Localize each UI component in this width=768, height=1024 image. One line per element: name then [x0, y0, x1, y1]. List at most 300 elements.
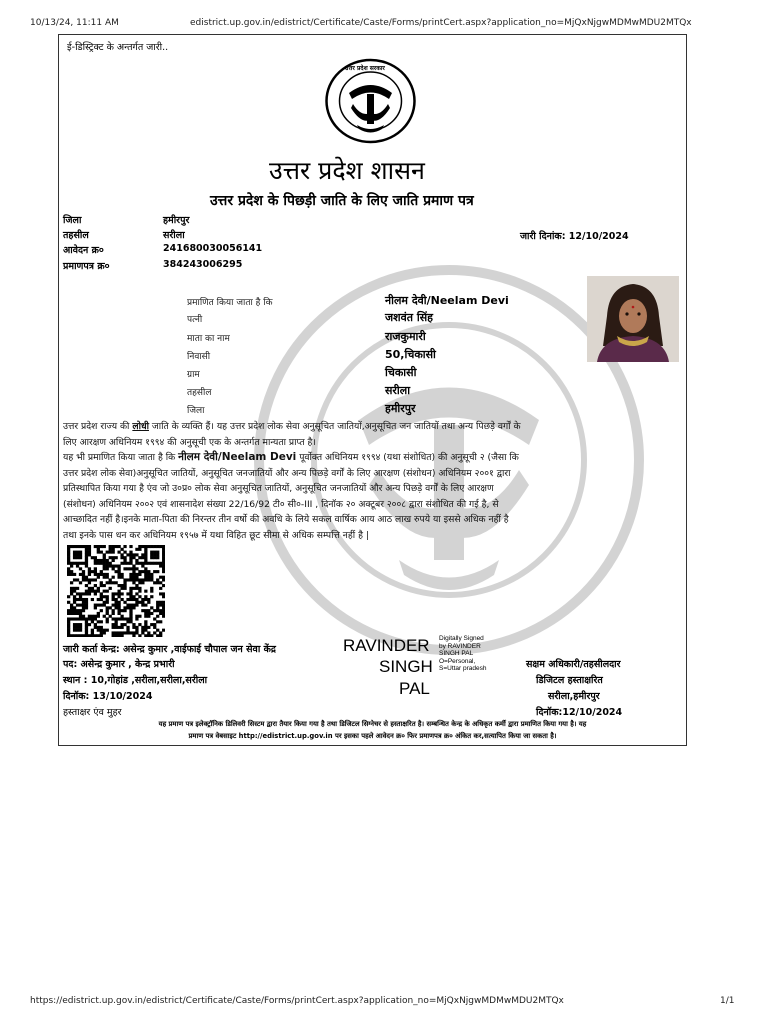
qr-module [85, 623, 88, 626]
qr-module [129, 567, 132, 570]
qr-module [103, 545, 106, 548]
qr-module [120, 634, 123, 637]
qr-module [144, 553, 147, 556]
qr-module [117, 584, 120, 587]
qr-module [144, 604, 147, 607]
qr-module [138, 587, 141, 590]
certificate-page [58, 34, 687, 746]
qr-module [144, 573, 147, 576]
qr-module [153, 551, 156, 554]
qr-module [135, 592, 138, 595]
qr-module [88, 545, 91, 548]
qr-module [141, 556, 144, 559]
qr-module [150, 556, 153, 559]
qr-module [88, 587, 91, 590]
qr-module [126, 626, 129, 629]
qr-module [144, 559, 147, 562]
qr-module [162, 612, 165, 615]
qr-module [106, 612, 109, 615]
qr-module [159, 562, 162, 565]
ds-line: O=Personal, [439, 657, 476, 665]
qr-module [132, 556, 135, 559]
qr-module [141, 626, 144, 629]
ds-line: SINGH PAL [439, 650, 474, 658]
qr-module [73, 606, 76, 609]
qr-module [97, 598, 100, 601]
qr-module [106, 559, 109, 562]
qr-module [156, 581, 159, 584]
qr-module [144, 615, 147, 618]
qr-module [70, 590, 73, 593]
qr-module [138, 578, 141, 581]
qr-module [144, 562, 147, 565]
footer-line2: प्रमाण पत्र वेबसाइट http://edistrict.up.gov.in पर इसका पहले आवेदन क्र० फिर प्रमाणपत्र क्र० अंकित कर,सत्यापित किया जा सकता है। [188, 731, 557, 740]
qr-module [70, 592, 73, 595]
qr-module [67, 559, 70, 562]
qr-module [162, 615, 165, 618]
qr-module [85, 606, 88, 609]
para1-line2: लिए आरक्षण अधिनियम १९९४ की अनुसूची एक के अन्तर्गत मान्यता प्राप्त है। [63, 436, 316, 448]
qr-module [88, 578, 91, 581]
qr-module [115, 631, 118, 634]
qr-module [106, 562, 109, 565]
qr-module [82, 617, 85, 620]
qr-module [126, 567, 129, 570]
certificate-number-label: प्रमाणपत्र क्र० [63, 261, 110, 272]
qr-module [115, 601, 118, 604]
para2-text-start: यह भी प्रमाणित किया जाता है कि [63, 452, 179, 463]
qr-module [109, 606, 112, 609]
qr-module [123, 556, 126, 559]
qr-module [79, 623, 82, 626]
qr-module [156, 553, 159, 556]
qr-module [70, 581, 73, 584]
qr-module [117, 631, 120, 634]
qr-module [67, 595, 70, 598]
qr-module [85, 545, 88, 548]
qr-module [115, 604, 118, 607]
qr-module [106, 551, 109, 554]
qr-module [129, 612, 132, 615]
qr-module [129, 631, 132, 634]
qr-module [132, 565, 135, 568]
qr-module [112, 592, 115, 595]
qr-module [94, 592, 97, 595]
qr-module [162, 565, 165, 568]
qr-module [147, 598, 150, 601]
print-url-footer: https://edistrict.up.gov.in/edistrict/Certificate/Caste/Forms/printCert.aspx?application_no=MjQxNjgwMDMwMDU2MTQx [30, 996, 564, 1006]
qr-module [88, 551, 91, 554]
qr-module [85, 548, 88, 551]
qr-module [144, 612, 147, 615]
qr-module [115, 606, 118, 609]
qr-module [141, 598, 144, 601]
qr-module [123, 584, 126, 587]
qr-module [103, 629, 106, 632]
qr-module [85, 559, 88, 562]
qr-module [123, 578, 126, 581]
qr-module [156, 606, 159, 609]
qr-module [141, 553, 144, 556]
qr-module [129, 562, 132, 565]
qr-module [117, 590, 120, 593]
qr-module [100, 570, 103, 573]
qr-module [162, 570, 165, 573]
qr-module [100, 592, 103, 595]
qr-module [156, 609, 159, 612]
qr-module [129, 598, 132, 601]
qr-module [129, 604, 132, 607]
qr-module [88, 617, 91, 620]
qr-module [117, 573, 120, 576]
qr-module [129, 592, 132, 595]
para2-holder-name: नीलम देवी/Neelam Devi [178, 451, 297, 463]
qr-module [147, 573, 150, 576]
qr-module [123, 551, 126, 554]
qr-module [144, 567, 147, 570]
tehsil-value: सरीला [163, 230, 185, 241]
qr-module [138, 595, 141, 598]
qr-module [120, 587, 123, 590]
qr-module [115, 623, 118, 626]
application-number-value: 241680030056141 [163, 243, 263, 254]
qr-module [94, 626, 97, 629]
ds-line: Digitally Signed [439, 635, 484, 642]
qr-module [103, 584, 106, 587]
qr-module [109, 548, 112, 551]
qr-module [97, 626, 100, 629]
qr-module [132, 623, 135, 626]
qr-module [76, 623, 79, 626]
qr-module [150, 587, 153, 590]
qr-module [144, 570, 147, 573]
qr-module [112, 609, 115, 612]
qr-module [129, 545, 132, 548]
qr-module [135, 617, 138, 620]
qr-module [94, 562, 97, 565]
qr-module [147, 612, 150, 615]
qr-module [129, 617, 132, 620]
mother-name: राजकुमारी [385, 330, 426, 343]
qr-module [129, 595, 132, 598]
qr-module [132, 570, 135, 573]
para2-line: तथा इनके पास धन कर अधिनियम १९५७ में यथा विहित छूट सीमा से अधिक सम्पत्ति नहीं है | [63, 529, 369, 541]
qr-module [159, 576, 162, 579]
qr-module [159, 604, 162, 607]
qr-module [85, 617, 88, 620]
qr-module [82, 562, 85, 565]
qr-module [76, 562, 79, 565]
qr-module [129, 576, 132, 579]
qr-module [132, 604, 135, 607]
qr-module [103, 590, 106, 593]
qr-module [79, 551, 82, 554]
qr-module [76, 617, 79, 620]
qr-module [106, 609, 109, 612]
qr-module [159, 592, 162, 595]
qr-module [135, 587, 138, 590]
qr-module [162, 576, 165, 579]
qr-module [94, 617, 97, 620]
person-tehsil-label: तहसील [187, 388, 212, 398]
qr-module [85, 626, 88, 629]
qr-module [97, 615, 100, 618]
qr-module [76, 556, 79, 559]
qr-module [88, 634, 91, 637]
qr-module [76, 587, 79, 590]
qr-module [115, 617, 118, 620]
qr-module [109, 615, 112, 618]
qr-module [162, 567, 165, 570]
qr-module [100, 620, 103, 623]
qr-module [85, 601, 88, 604]
qr-module [135, 578, 138, 581]
certification-paragraph [63, 450, 679, 543]
qr-module [135, 601, 138, 604]
qr-module [123, 609, 126, 612]
qr-module [156, 629, 159, 632]
qr-module [103, 553, 106, 556]
qr-module [106, 601, 109, 604]
qr-module [112, 581, 115, 584]
qr-module [97, 562, 100, 565]
qr-module [162, 562, 165, 565]
qr-module [144, 634, 147, 637]
qr-module [162, 553, 165, 556]
qr-module [120, 631, 123, 634]
qr-module [156, 615, 159, 618]
qr-module [79, 562, 82, 565]
qr-module [150, 612, 153, 615]
qr-module [82, 545, 85, 548]
qr-module [79, 581, 82, 584]
qr-module [159, 631, 162, 634]
qr-module [147, 601, 150, 604]
qr-module [126, 631, 129, 634]
qr-module [100, 598, 103, 601]
qr-module [135, 604, 138, 607]
qr-module [97, 590, 100, 593]
qr-module [109, 565, 112, 568]
para1-text-end: जाति के व्यक्ति हैं। यह उत्तर प्रदेश लोक सेवा अनुसूचित जातियों,अनुसूचित जन जातियों तथा अन्य पिछड़े वर्गों के [148, 421, 521, 432]
qr-module [120, 553, 123, 556]
qr-module [141, 581, 144, 584]
qr-module [97, 612, 100, 615]
qr-module [159, 620, 162, 623]
qr-module [120, 592, 123, 595]
qr-module [91, 620, 94, 623]
qr-module [129, 620, 132, 623]
qr-code [67, 545, 165, 637]
qr-module [91, 629, 94, 632]
para2-line: उत्तर प्रदेश लोक सेवा)अनुसूचित जातियों, अनुसूचित जनजातियों और अन्य पिछड़े वर्गों के लिए आरक्षण (संशोधन) अधिनियम २००१ द्वारा [63, 467, 511, 479]
qr-module [117, 565, 120, 568]
qr-module [91, 587, 94, 590]
qr-module [138, 556, 141, 559]
qr-module [79, 556, 82, 559]
qr-module [162, 592, 165, 595]
qr-module [129, 553, 132, 556]
qr-module [79, 634, 82, 637]
qr-module [129, 556, 132, 559]
qr-module [147, 545, 150, 548]
qr-module [120, 615, 123, 618]
qr-module [138, 601, 141, 604]
qr-module [70, 617, 73, 620]
qr-module [73, 556, 76, 559]
qr-module [100, 634, 103, 637]
qr-module [79, 609, 82, 612]
qr-module [153, 553, 156, 556]
qr-module [94, 573, 97, 576]
qr-module [85, 553, 88, 556]
qr-module [120, 573, 123, 576]
qr-module [120, 626, 123, 629]
qr-module [67, 626, 70, 629]
qr-module [82, 598, 85, 601]
qr-module [67, 629, 70, 632]
qr-module [129, 559, 132, 562]
qr-module [120, 609, 123, 612]
qr-module [162, 601, 165, 604]
qr-module [112, 617, 115, 620]
qr-module [103, 604, 106, 607]
qr-module [117, 634, 120, 637]
qr-module [144, 629, 147, 632]
spouse-name: जशवंत सिंह [385, 311, 433, 324]
qr-module [73, 578, 76, 581]
qr-module [67, 545, 70, 548]
qr-module [126, 617, 129, 620]
qr-module [159, 545, 162, 548]
qr-module [73, 587, 76, 590]
qr-module [117, 570, 120, 573]
qr-module [135, 559, 138, 562]
qr-module [156, 562, 159, 565]
qr-module [70, 562, 73, 565]
qr-module [150, 562, 153, 565]
qr-module [120, 562, 123, 565]
qr-module [82, 578, 85, 581]
qr-module [112, 556, 115, 559]
qr-module [91, 617, 94, 620]
qr-module [147, 626, 150, 629]
qr-module [73, 551, 76, 554]
qr-module [144, 551, 147, 554]
qr-module [79, 567, 82, 570]
qr-module [144, 626, 147, 629]
qr-module [91, 578, 94, 581]
qr-module [123, 562, 126, 565]
qr-module [82, 601, 85, 604]
qr-module [159, 612, 162, 615]
qr-module [94, 545, 97, 548]
qr-module [79, 617, 82, 620]
qr-module [100, 604, 103, 607]
qr-module [138, 581, 141, 584]
spouse-label: पत्नी [187, 315, 203, 325]
qr-module [106, 581, 109, 584]
qr-module [144, 609, 147, 612]
qr-module [126, 629, 129, 632]
qr-module [135, 631, 138, 634]
qr-module [123, 623, 126, 626]
qr-module [159, 601, 162, 604]
qr-module [73, 590, 76, 593]
qr-module [150, 590, 153, 593]
qr-module [73, 562, 76, 565]
qr-module [162, 559, 165, 562]
qr-module [70, 612, 73, 615]
qr-module [138, 570, 141, 573]
qr-module [135, 615, 138, 618]
qr-module [144, 556, 147, 559]
qr-module [115, 626, 118, 629]
qr-module [123, 631, 126, 634]
qr-module [162, 545, 165, 548]
qr-module [126, 606, 129, 609]
qr-module [91, 615, 94, 618]
qr-module [141, 562, 144, 565]
qr-module [85, 584, 88, 587]
qr-module [117, 567, 120, 570]
qr-module [85, 604, 88, 607]
qr-module [156, 604, 159, 607]
qr-module [132, 576, 135, 579]
qr-module [100, 609, 103, 612]
qr-module [117, 595, 120, 598]
qr-module [112, 634, 115, 637]
qr-module [85, 576, 88, 579]
para2-line: प्रतिस्थापित किया गया है एंव जो उ०प्र० लोक सेवा अनुसूचित जातियों, अनुसूचित जनजातियों और अन्य पिछड़े वर्गों के लिए आरक्षण [63, 483, 494, 494]
qr-module [112, 548, 115, 551]
qr-module [79, 604, 82, 607]
qr-module [100, 545, 103, 548]
qr-module [97, 548, 100, 551]
qr-module [88, 592, 91, 595]
qr-module [156, 545, 159, 548]
qr-module [91, 631, 94, 634]
qr-module [88, 553, 91, 556]
qr-module [79, 573, 82, 576]
qr-module [94, 623, 97, 626]
qr-module [126, 598, 129, 601]
qr-module [85, 590, 88, 593]
qr-module [85, 556, 88, 559]
qr-module [97, 545, 100, 548]
district-value: हमीरपुर [163, 215, 190, 226]
print-url-header: edistrict.up.gov.in/edistrict/Certificate/Caste/Forms/printCert.aspx?application_no=MjQxNjgwMDMwMDU2MTQx [190, 18, 692, 28]
qr-module [67, 570, 70, 573]
qr-module [106, 565, 109, 568]
qr-module [85, 634, 88, 637]
qr-module [73, 612, 76, 615]
qr-module [141, 609, 144, 612]
qr-module [109, 551, 112, 554]
district-label: जिला [63, 215, 82, 226]
qr-module [67, 620, 70, 623]
holder-name: नीलम देवी/Neelam Devi [385, 294, 509, 307]
qr-module [103, 601, 106, 604]
qr-module [76, 551, 79, 554]
issue-date: जारी दिनांक: 12/10/2024 [520, 231, 629, 242]
qr-module [94, 559, 97, 562]
qr-module [73, 617, 76, 620]
qr-module [135, 567, 138, 570]
qr-module [67, 631, 70, 634]
caste-paragraph [63, 419, 679, 450]
qr-module [156, 634, 159, 637]
